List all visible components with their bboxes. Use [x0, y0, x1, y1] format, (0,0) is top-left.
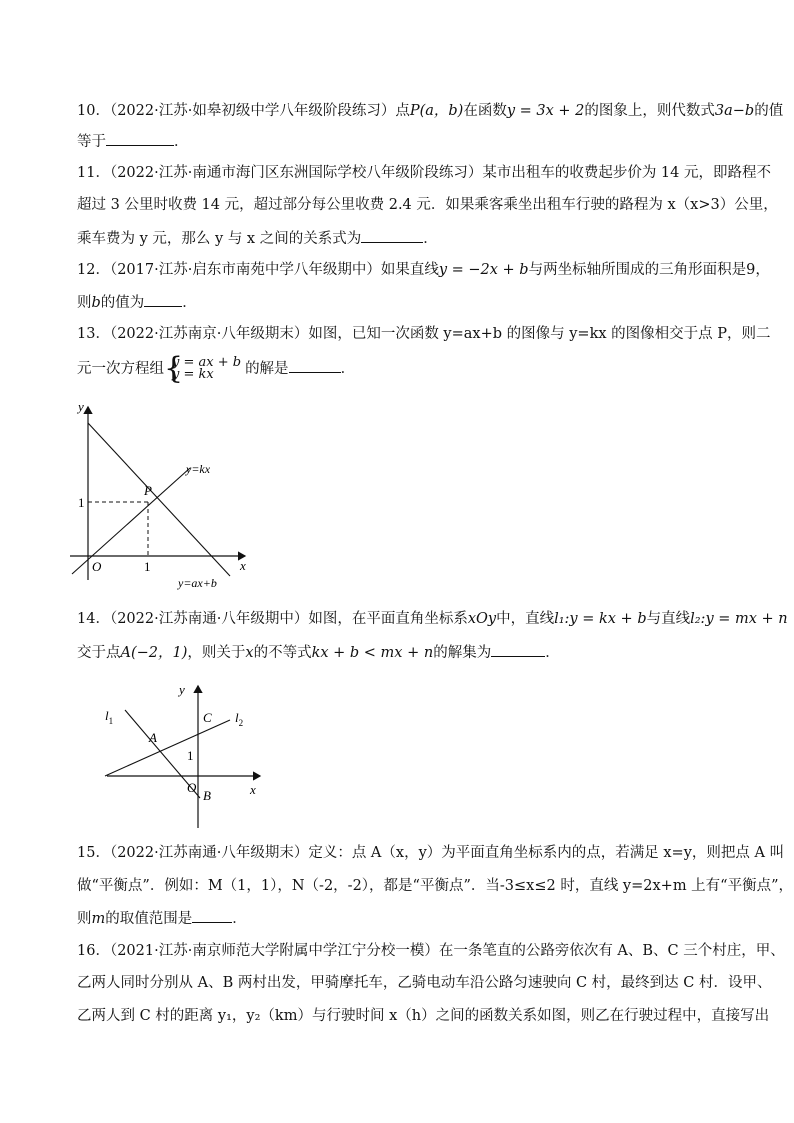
q15-line3	[77, 908, 247, 929]
q12-b: b	[91, 295, 101, 311]
q12-area: 9	[746, 262, 756, 278]
q11-line3	[77, 228, 438, 249]
q12-text: 12．（2017·江苏·启东市南苑中学八年级期中）如果直线	[77, 262, 439, 278]
q10-line2	[77, 131, 189, 152]
label-y-ax-b: y=ax+b	[178, 576, 217, 590]
q16-line2: 乙两人同时分别从 A、B 两村出发，甲骑摩托车，乙骑电动车沿公路匀速驶向 C 村，最终到达 C 村．设甲、	[77, 975, 772, 991]
q15-text3: 则	[77, 911, 92, 927]
q14-text-b: 中，直线	[496, 611, 555, 627]
period: ．	[182, 295, 197, 311]
q16-line3: 乙两人到 C 村的距离 y₁，y₂（km）与行驶时间 x（h）之间的函数关系如图，则乙在行驶过程中，直接写出	[77, 1008, 770, 1024]
y-axis-label: y	[179, 682, 185, 697]
q14-text2d: 的解集为	[433, 645, 492, 661]
q10-expression: 3a−b	[714, 103, 755, 119]
q12-line2	[77, 292, 197, 313]
answer-blank[interactable]	[192, 908, 232, 923]
origin-label: O	[187, 780, 197, 795]
equation-2: y = kx	[172, 367, 214, 382]
line-l2	[105, 720, 230, 776]
line-y-ax-b	[88, 423, 230, 576]
answer-blank[interactable]	[361, 228, 423, 243]
q14-line1	[77, 609, 788, 629]
q12-text2: 则	[77, 295, 92, 311]
tick-x-label: 1	[144, 559, 151, 574]
q14-x: x	[245, 645, 254, 661]
label-y-kx: y=kx	[186, 462, 211, 476]
origin-label: O	[92, 559, 102, 574]
answer-blank[interactable]	[289, 358, 341, 373]
q12-line1	[77, 260, 770, 280]
q13-line1: 13．（2022·江苏南京·八年级期末）如图，已知一次函数 y=ax+b 的图像与 y=kx 的图像相交于点 P，则二	[77, 326, 771, 342]
answer-blank[interactable]	[144, 292, 182, 307]
answer-blank[interactable]	[106, 131, 174, 146]
q14-text2b: ，则关于	[187, 645, 246, 661]
q10-function: y = 3x + 2	[506, 103, 585, 119]
q10-mid: 在函数	[463, 103, 507, 119]
answer-blank[interactable]	[491, 642, 545, 657]
equation-1: y = ax + b	[172, 355, 242, 370]
period: ．	[545, 645, 560, 661]
q11-line1: 11．（2022·江苏·南通市海门区东洲国际学校八年级阶段练习）某市出租车的收费起步价为 14 元，即路程不	[77, 165, 771, 181]
q14-line-l1: l₁:y = kx + b	[554, 611, 647, 627]
q14-inequality: kx + b < mx + n	[311, 645, 434, 661]
q15-text3b: 的取值范围是	[105, 911, 193, 927]
q14-text-c: 与直线	[646, 611, 691, 627]
q16-line1: 16．（2021·江苏·南京师范大学附属中学江宁分校一模）在一条笔直的公路旁依次有 A、B、C 三个村庄，甲、	[77, 943, 785, 959]
q14-line2	[77, 642, 560, 663]
q15-line2: 做“平衡点”．例如：M（1，1），N（-2，-2），都是“平衡点”．当-3≤x≤2 时，直线 y=2x+m 上有“平衡点”，	[77, 878, 794, 894]
q14-text2: 交于点	[77, 645, 121, 661]
q13-figure	[60, 395, 260, 595]
tick-y-label: 1	[78, 495, 85, 510]
point-c-label: C	[203, 710, 212, 725]
q14-text2c: 的不等式	[253, 645, 312, 661]
q12-text2b: 的值为	[100, 295, 145, 311]
q13-text2: 元一次方程组	[77, 361, 164, 377]
q10-line1	[77, 101, 783, 121]
q13-text2b: 的解是	[245, 361, 289, 377]
q14-text: 14．（2022·江苏南通·八年级期中）如图，在平面直角坐标系	[77, 611, 468, 627]
period: ．	[232, 911, 247, 927]
q10-text: 10．（2022·江苏·如皋初级中学八年级阶段练习）点	[77, 103, 410, 119]
q10-end: 的图象上，则代数式	[584, 103, 715, 119]
x-axis-label: x	[250, 782, 256, 797]
y-axis-label: y	[78, 399, 84, 414]
q14-coordinate-system: xOy	[467, 611, 497, 627]
equation-system	[164, 351, 242, 386]
l2-label: $l_2$	[235, 710, 244, 728]
q12-function: y = −2x + b	[438, 262, 529, 278]
point-p-label: P	[144, 483, 152, 498]
point-a-label: A	[149, 730, 157, 745]
q14-line-l2: l₂:y = mx + n	[690, 611, 788, 627]
q13-line2	[77, 351, 356, 386]
q10-text2: 等于	[77, 134, 106, 150]
q12-comma: ，	[755, 262, 770, 278]
q11-line2: 超过 3 公里时收费 14 元，超过部分每公里收费 2.4 元．如果乘客乘坐出租车行驶的路程为 x（x>3）公里，	[77, 197, 778, 213]
period: ．	[174, 134, 189, 150]
period: ．	[340, 361, 356, 377]
q15-line1: 15．（2022·江苏南通·八年级期末）定义：点 A（x，y）为平面直角坐标系内的点，若满足 x=y，则把点 A 叫	[77, 845, 785, 861]
point-b-label: B	[203, 788, 211, 803]
q10-point: P(a，b)	[409, 103, 464, 119]
q12-text-b: 与两坐标轴所围成的三角形面积是	[528, 262, 747, 278]
q15-m: m	[91, 911, 106, 927]
period: ．	[423, 231, 438, 247]
q11-text3: 乘车费为 y 元，那么 y 与 x 之间的关系式为	[77, 231, 362, 247]
l1-label: $l_1$	[105, 708, 114, 726]
line-y-kx	[72, 468, 190, 574]
q14-point-a: A(−2，1)	[120, 645, 188, 661]
brace: {	[164, 351, 184, 386]
q14-figure	[95, 678, 280, 828]
q10-tail: 的值	[754, 103, 784, 119]
tick-label: 1	[187, 748, 194, 763]
x-axis-label: x	[240, 558, 246, 573]
